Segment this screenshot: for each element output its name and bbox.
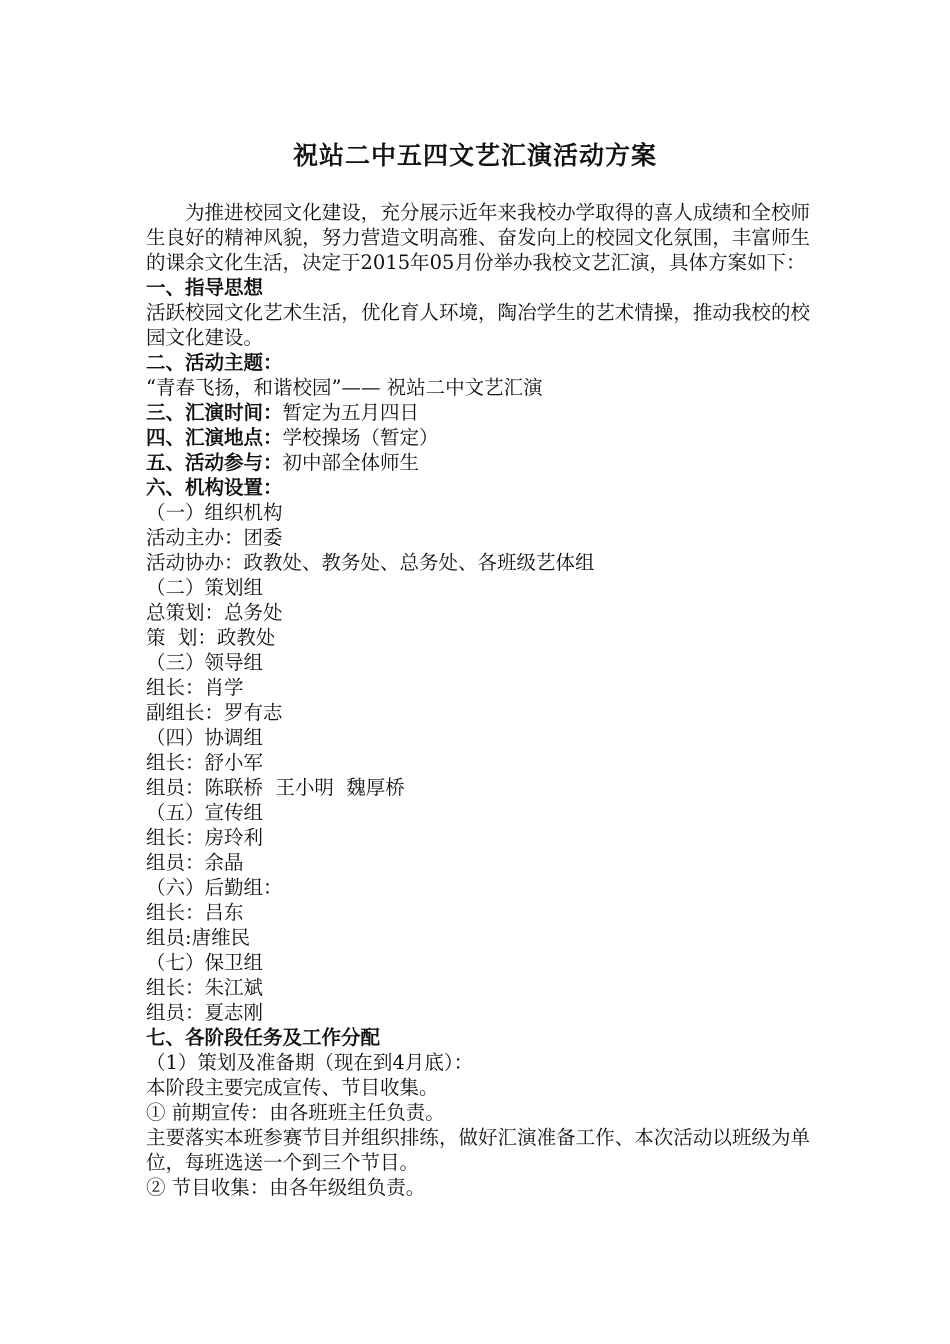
org-line: 组员：夏志刚 — [146, 1001, 264, 1024]
org-line: 策 划：政教处 — [146, 626, 276, 649]
phase-paragraph: 主要落实本班参赛节目并组织排练，做好汇演准备工作、本次活动以班级为单位，每班选送一个到三个节目。 — [146, 1126, 810, 1174]
document-body — [146, 200, 810, 1200]
org-line: （一）组织机构 — [146, 501, 283, 524]
section-1-text: 活跃校园文化艺术生活，优化育人环境，陶冶学生的艺术情操，推动我校的校园文化建设。 — [146, 301, 810, 349]
org-line: 组员:唐维民 — [146, 926, 251, 949]
section-1-heading: 一、指导思想 — [146, 276, 264, 299]
phase-line: ② 节目收集：由各年级组负责。 — [146, 1176, 426, 1199]
org-line: （二）策划组 — [146, 576, 264, 599]
intro-paragraph: 为推进校园文化建设，充分展示近年来我校办学取得的喜人成绩和全校师生良好的精神风貌，努力营造文明高雅、奋发向上的校园文化氛围，丰富师生的课余文化生活，决定于2015年05月份举办我校文艺汇演，具体方案如下： — [146, 201, 810, 274]
section-4-line — [146, 425, 810, 450]
org-line: （四）协调组 — [146, 726, 264, 749]
org-line: 组员：余晶 — [146, 851, 244, 874]
section-5-heading: 五、活动参与： — [146, 451, 283, 474]
org-line: 组长：舒小军 — [146, 751, 264, 774]
org-line: 组长：肖学 — [146, 676, 244, 699]
org-line: （七）保卫组 — [146, 951, 264, 974]
section-3-heading: 三、汇演时间： — [146, 401, 283, 424]
phase-line: 本阶段主要完成宣传、节目收集。 — [146, 1076, 439, 1099]
section-5-text: 初中部全体师生 — [282, 451, 420, 474]
section-5-line — [146, 450, 810, 475]
org-line: 组长：吕东 — [146, 901, 244, 924]
phase-line: ① 前期宣传：由各班班主任负责。 — [146, 1101, 445, 1124]
document-title: 祝站二中五四文艺汇演活动方案 — [292, 141, 657, 170]
org-line: 组长：朱江斌 — [146, 976, 264, 999]
section-3-text: 暂定为五月四日 — [282, 401, 420, 424]
org-line: （五）宣传组 — [146, 801, 264, 824]
org-line: 活动协办：政教处、教务处、总务处、各班级艺体组 — [146, 551, 595, 574]
section-2-text: “青春飞扬，和谐校园”—— 祝站二中文艺汇演 — [146, 376, 543, 399]
section-2-heading: 二、活动主题： — [146, 351, 283, 374]
phase-line: （1）策划及准备期（现在到4月底）： — [146, 1051, 474, 1074]
section-4-heading: 四、汇演地点： — [146, 426, 283, 449]
org-line: 副组长：罗有志 — [146, 701, 283, 724]
org-line: 组员：陈联桥 王小明 魏厚桥 — [146, 776, 405, 799]
org-line: 总策划：总务处 — [146, 601, 283, 624]
section-7-heading: 七、各阶段任务及工作分配 — [146, 1026, 381, 1049]
section-6-heading: 六、机构设置： — [146, 476, 283, 499]
org-line: （六）后勤组： — [146, 876, 283, 899]
org-line: 组长：房玲利 — [146, 826, 264, 849]
org-line: （三）领导组 — [146, 651, 264, 674]
section-3-line — [146, 400, 810, 425]
org-line: 活动主办：团委 — [146, 526, 283, 549]
section-4-text: 学校操场（暂定） — [282, 426, 439, 449]
